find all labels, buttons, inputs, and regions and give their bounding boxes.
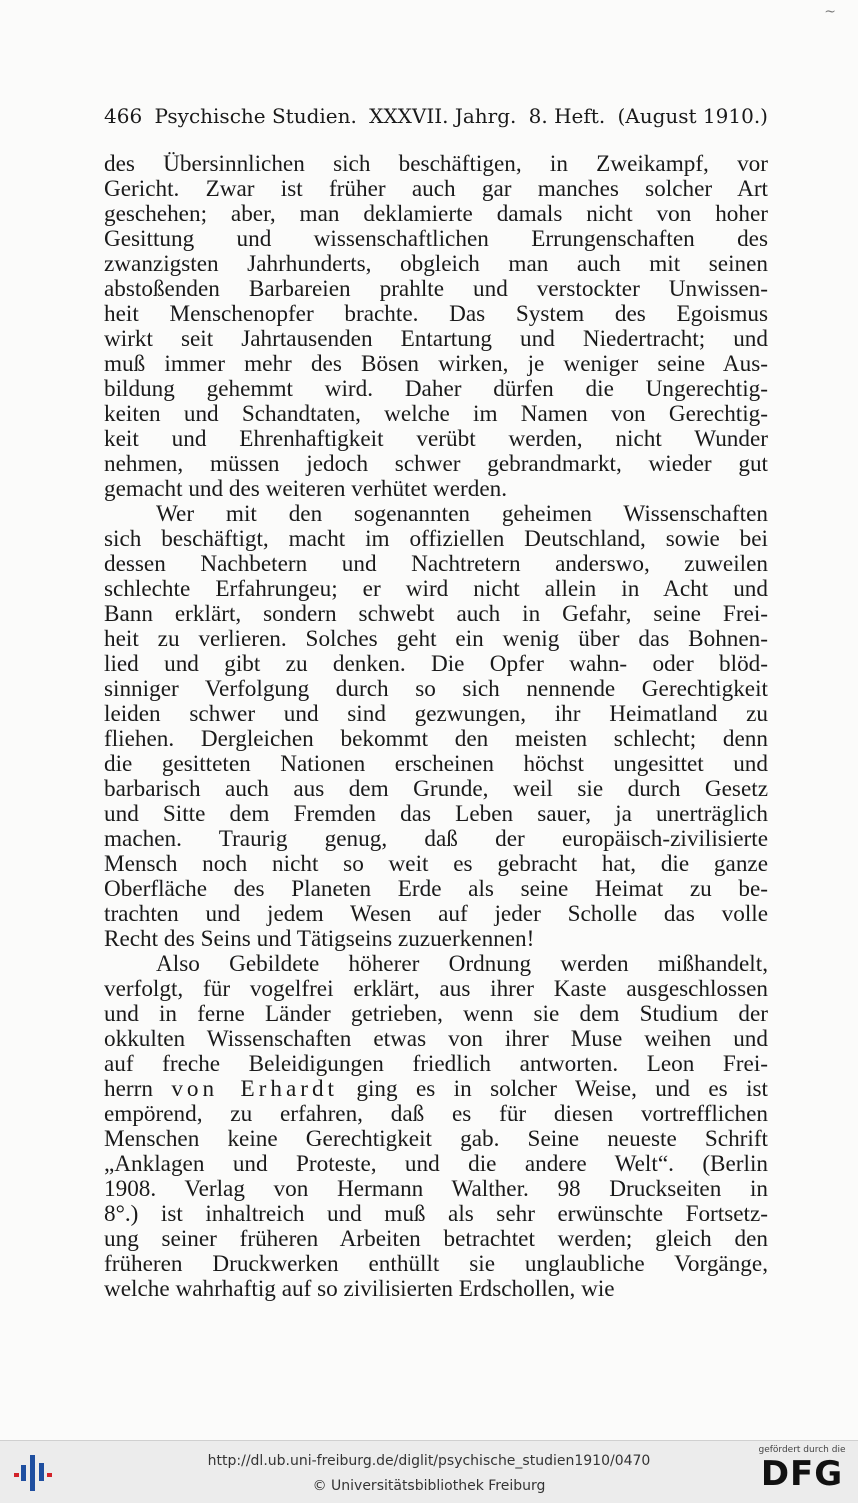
- text-line: nehmen, müssen jedoch schwer gebrandmarkt, wieder gut: [104, 452, 768, 477]
- viewer-footer: [0, 1440, 858, 1503]
- text-line: 1908. Verlag von Hermann Walther. 98 Druckseiten in: [104, 1177, 768, 1202]
- text-line: Wer mit den sogenannten geheimen Wissenschaften: [156, 502, 768, 527]
- text-line: empörend, zu erfahren, daß es für diesen vortrefflichen: [104, 1102, 768, 1127]
- text-line: okkulten Wissenschaften etwas von ihrer Muse weihen und: [104, 1027, 768, 1052]
- volume-label: XXXVII. Jahrg.: [369, 104, 517, 128]
- text-line: heit zu verlieren. Solches geht ein wenig über das Bohnen-: [104, 627, 768, 652]
- text-line: barbarisch auch aus dem Grunde, weil sie durch Gesetz: [104, 777, 768, 802]
- text-line: Recht des Seins und Tätigseins zuzuerkennen!: [104, 927, 535, 952]
- scan-corner-mark: ~: [824, 4, 836, 20]
- text-line: leiden schwer und sind gezwungen, ihr Heimatland zu: [104, 702, 768, 727]
- text-line: des Übersinnlichen sich beschäftigen, in Zweikampf, vor: [104, 152, 768, 177]
- text-line: Menschen keine Gerechtigkeit gab. Seine neueste Schrift: [104, 1127, 768, 1152]
- text-line: verfolgt, für vogelfrei erklärt, aus ihrer Kaste ausgeschlossen: [104, 977, 768, 1002]
- text-line: zwanzigsten Jahrhunderts, obgleich man auch mit seinen: [104, 252, 768, 277]
- dfg-caption: gefördert durch die: [758, 1445, 846, 1455]
- text-line: sich beschäftigt, macht im offiziellen Deutschland, sowie bei: [104, 527, 768, 552]
- text-line: und Sitte dem Fremden das Leben sauer, ja unerträglich: [104, 802, 768, 827]
- text-line: trachten und jedem Wesen auf jeder Scholle das volle: [104, 902, 768, 927]
- body-text: [104, 152, 768, 1302]
- text-line: dessen Nachbetern und Nachtretern anderswo, zuweilen: [104, 552, 768, 577]
- text-line: muß immer mehr des Bösen wirken, je weniger seine Aus-: [104, 352, 768, 377]
- permalink-url[interactable]: http://dl.ub.uni-freiburg.de/diglit/psychische_studien1910/0470: [207, 1453, 651, 1469]
- text-line: bildung gehemmt wird. Daher dürfen die Ungerechtig-: [104, 377, 768, 402]
- text-line: ung seiner früheren Arbeiten betrachtet werden; gleich den: [104, 1227, 768, 1252]
- text-line: abstoßenden Barbareien prahlte und verstockter Unwissen-: [104, 277, 768, 302]
- text-line: herrn von Erhardt ging es in solcher Weise, und es ist: [104, 1077, 768, 1102]
- text-line: welche wahrhaftig auf so zivilisierten Erdschollen, wie: [104, 1277, 615, 1302]
- text-line: Oberfläche des Planeten Erde als seine Heimat zu be-: [104, 877, 768, 902]
- text-line: schlechte Erfahrungeu; er wird nicht allein in Acht und: [104, 577, 768, 602]
- text-line: keiten und Schandtaten, welche im Namen von Gerechtig-: [104, 402, 768, 427]
- text-line: Mensch noch nicht so weit es gebracht hat, die ganze: [104, 852, 768, 877]
- running-header: [104, 104, 768, 128]
- text-line: wirkt seit Jahrtausenden Entartung und Niedertracht; und: [104, 327, 768, 352]
- text-line: keit und Ehrenhaftigkeit verübt werden, nicht Wunder: [104, 427, 768, 452]
- text-line: machen. Traurig genug, daß der europäisch-zivilisierte: [104, 827, 768, 852]
- journal-title: Psychische Studien.: [154, 104, 357, 128]
- issue-label: 8. Heft.: [528, 104, 606, 128]
- text-line: gemacht und des weiteren verhütet werden.: [104, 477, 508, 502]
- page-number: 466: [104, 104, 143, 128]
- text-line: Also Gebildete höherer Ordnung werden mißhandelt,: [156, 952, 768, 977]
- dfg-wordmark: DFG: [760, 1454, 844, 1494]
- text-line: früheren Druckwerken enthüllt sie unglaubliche Vorgänge,: [104, 1252, 768, 1277]
- text-line: die gesitteten Nationen erscheinen höchst ungesittet und: [104, 752, 768, 777]
- copyright-notice: © Universitätsbibliothek Freiburg: [312, 1478, 546, 1494]
- text-line: 8°.) ist inhaltreich und muß als sehr erwünschte Fortsetz-: [104, 1202, 768, 1227]
- text-line: fliehen. Dergleichen bekommt den meisten schlecht; denn: [104, 727, 768, 752]
- text-line: heit Menschenopfer brachte. Das System des Egoismus: [104, 302, 768, 327]
- text-line: sinniger Verfolgung durch so sich nennende Gerechtigkeit: [104, 677, 768, 702]
- text-line: und in ferne Länder getrieben, wenn sie dem Studium der: [104, 1002, 768, 1027]
- spaced-person-name: von Erhardt: [171, 1077, 338, 1102]
- text-line: geschehen; aber, man deklamierte damals nicht von hoher: [104, 202, 768, 227]
- text-line: Bann erklärt, sondern schwebt auch in Gefahr, seine Frei-: [104, 602, 768, 627]
- text-line: lied und gibt zu denken. Die Opfer wahn- oder blöd-: [104, 652, 768, 677]
- text-line: auf freche Beleidigungen friedlich antworten. Leon Frei-: [104, 1052, 768, 1077]
- text-line: Gericht. Zwar ist früher auch gar manches solcher Art: [104, 177, 768, 202]
- text-line: Gesittung und wissenschaftlichen Errungenschaften des: [104, 227, 768, 252]
- issue-date: (August 1910.): [617, 104, 768, 128]
- text-line: „Anklagen und Proteste, und die andere Welt“. (Berlin: [104, 1152, 768, 1177]
- dfg-logo: [756, 1445, 848, 1501]
